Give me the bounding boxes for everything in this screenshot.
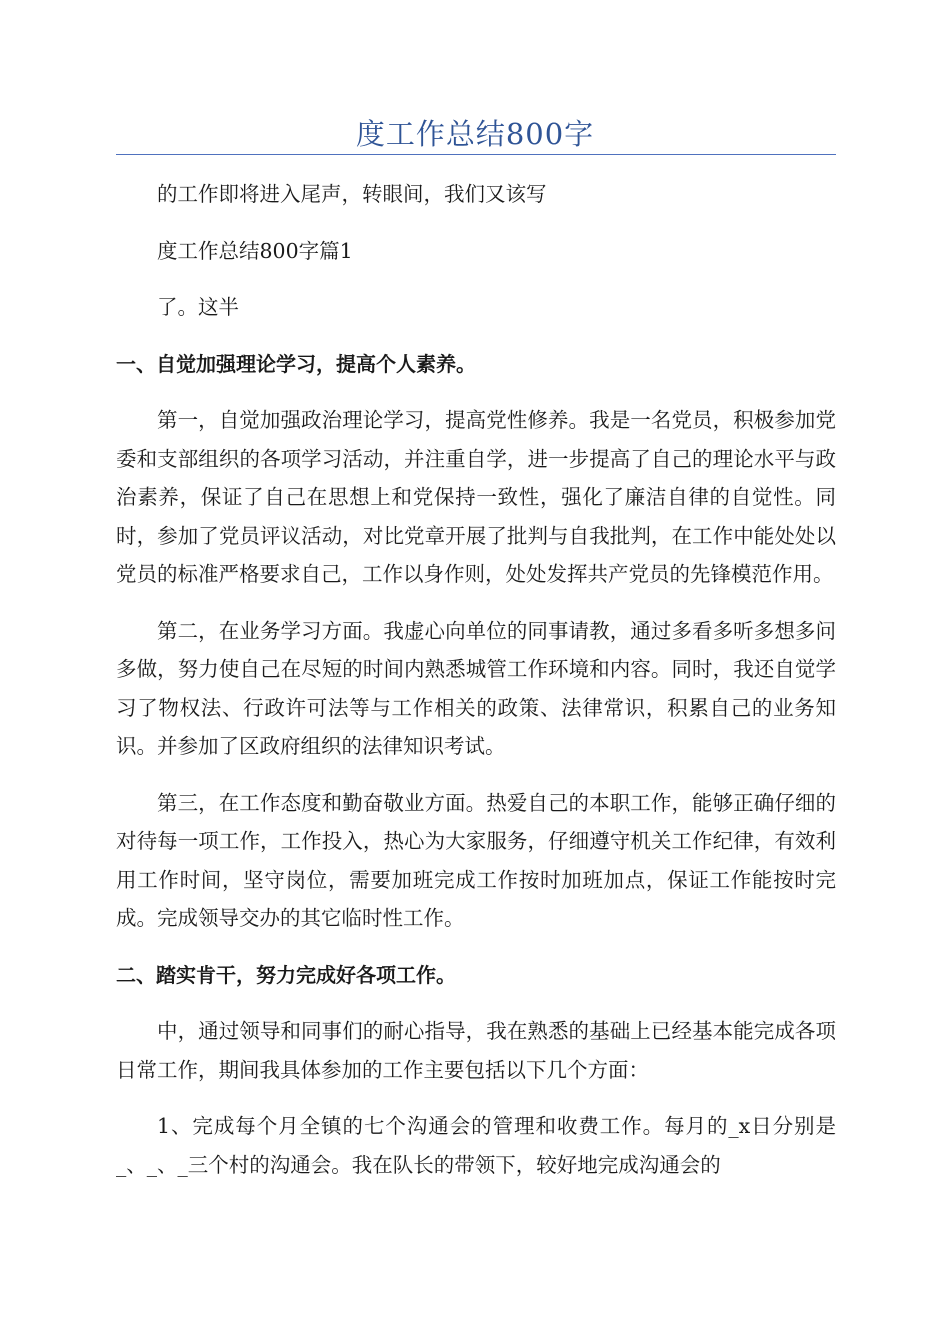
section-heading: 一、自觉加强理论学习，提高个人素养。 xyxy=(116,351,476,376)
paragraph: 1、完成每个月全镇的七个沟通会的管理和收费工作。每月的_x日分别是_、_、_三个村的沟通会。我在队长的带领下，较好地完成沟通会的 xyxy=(116,1114,836,1177)
paragraph: 了。这半 xyxy=(157,295,239,319)
section-heading: 二、踏实肯干，努力完成好各项工作。 xyxy=(116,962,456,987)
document-body xyxy=(116,175,836,1202)
paragraph: 第二，在业务学习方面。我虚心向单位的同事请教，通过多看多听多想多问多做，努力使自己在尽短的时间内熟悉城管工作环境和内容。同时，我还自觉学习了物权法、行政许可法等与工作相关的政策、法律常识，积累自己的业务知识。并参加了区政府组织的法律知识考试。 xyxy=(116,618,836,758)
paragraph: 的工作即将进入尾声，转眼间，我们又该写 xyxy=(157,182,547,206)
paragraph: 第一，自觉加强政治理论学习，提高党性修养。我是一名党员，积极参加党委和支部组织的各项学习活动，并注重自学，进一步提高了自己的理论水平与政治素养，保证了自己在思想上和党保持一致性，强化了廉洁自律的自觉性。同时，参加了党员评议活动，对比党章开展了批判与自我批判，在工作中能处处以党员的标准严格要求自己，工作以身作则，处处发挥共产党员的先锋模范作用。 xyxy=(116,408,836,586)
document-title: 度工作总结800字 xyxy=(355,117,595,151)
paragraph: 中，通过领导和同事们的耐心指导，我在熟悉的基础上已经基本能完成各项日常工作，期间我具体参加的工作主要包括以下几个方面： xyxy=(116,1019,836,1082)
paragraph: 第三，在工作态度和勤奋敬业方面。热爱自己的本职工作，能够正确仔细的对待每一项工作，工作投入，热心为大家服务，仔细遵守机关工作纪律，有效利用工作时间，坚守岗位，需要加班完成工作按时加班加点，保证工作能按时完成。完成领导交办的其它临时性工作。 xyxy=(116,790,836,930)
paragraph: 度工作总结800字篇1 xyxy=(157,238,353,263)
title-underline xyxy=(116,154,836,155)
